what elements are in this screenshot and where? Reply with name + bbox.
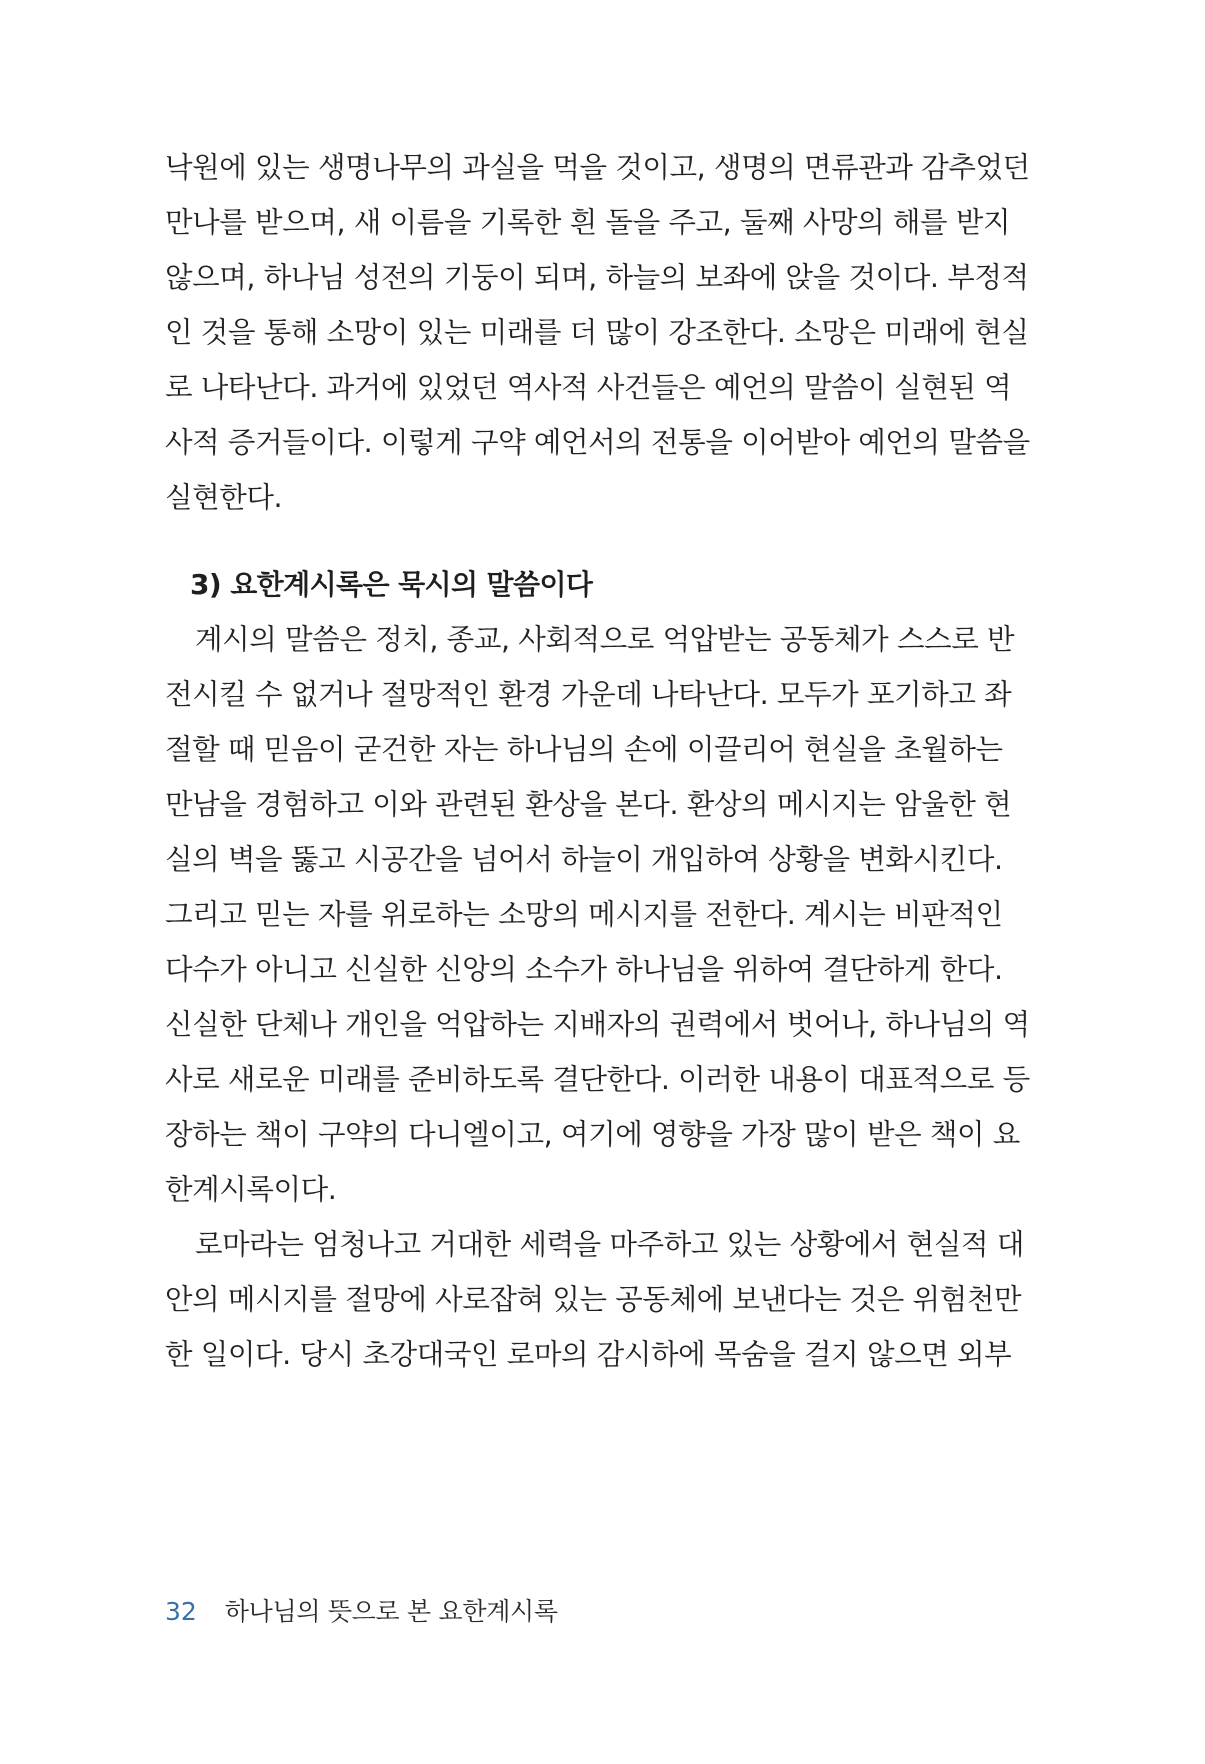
running-title: 하나님의 뜻으로 본 요한계시록 (224, 1597, 558, 1626)
paragraph-line: 낙원에 있는 생명나무의 과실을 먹을 것이고, 생명의 면류관과 감추었던 (165, 151, 1030, 184)
paragraph-line: 신실한 단체나 개인을 억압하는 지배자의 권력에서 벗어나, 하나님의 역 (165, 1008, 1030, 1041)
paragraph-line: 실현한다. (165, 481, 283, 514)
paragraph-line: 계시의 말씀은 정치, 종교, 사회적으로 억압받는 공동체가 스스로 반 (195, 623, 1015, 656)
paragraph-line: 사로 새로운 미래를 준비하도록 결단한다. 이러한 내용이 대표적으로 등 (165, 1063, 1030, 1096)
paragraph-line: 만나를 받으며, 새 이름을 기록한 흰 돌을 주고, 둘째 사망의 해를 받지 (165, 206, 1011, 239)
paragraph-line: 실의 벽을 뚫고 시공간을 넘어서 하늘이 개입하여 상황을 변화시킨다. (165, 843, 1003, 876)
paragraph-line: 장하는 책이 구약의 다니엘이고, 여기에 영향을 가장 많이 받은 책이 요 (165, 1118, 1020, 1151)
section-heading: 3) 요한계시록은 묵시의 말씀이다 (190, 568, 593, 601)
page-footer (165, 1592, 558, 1632)
paragraph-line: 사적 증거들이다. 이렇게 구약 예언서의 전통을 이어받아 예언의 말씀을 (165, 426, 1030, 459)
paragraph-line: 한계시록이다. (165, 1173, 337, 1206)
paragraph-line: 안의 메시지를 절망에 사로잡혀 있는 공동체에 보낸다는 것은 위험천만 (165, 1283, 1022, 1316)
page-number: 32 (165, 1597, 197, 1626)
paragraph-line: 로마라는 엄청나고 거대한 세력을 마주하고 있는 상황에서 현실적 대 (195, 1228, 1024, 1261)
paragraph-line: 인 것을 통해 소망이 있는 미래를 더 많이 강조한다. 소망은 미래에 현실 (165, 316, 1029, 349)
paragraph-line: 않으며, 하나님 성전의 기둥이 되며, 하늘의 보좌에 앉을 것이다. 부정적 (165, 261, 1029, 294)
paragraph-line: 절할 때 믿음이 굳건한 자는 하나님의 손에 이끌리어 현실을 초월하는 (165, 733, 1003, 766)
paragraph-line: 한 일이다. 당시 초강대국인 로마의 감시하에 목숨을 걸지 않으면 외부 (165, 1338, 1012, 1371)
paragraph-line: 로 나타난다. 과거에 있었던 역사적 사건들은 예언의 말씀이 실현된 역 (165, 371, 1012, 404)
paragraph-line: 다수가 아니고 신실한 신앙의 소수가 하나님을 위하여 결단하게 한다. (165, 953, 1003, 986)
paragraph-line: 그리고 믿는 자를 위로하는 소망의 메시지를 전한다. 계시는 비판적인 (165, 898, 1003, 931)
paragraph-line: 전시킬 수 없거나 절망적인 환경 가운데 나타난다. 모두가 포기하고 좌 (165, 678, 1012, 711)
paragraph-line: 만남을 경험하고 이와 관련된 환상을 본다. 환상의 메시지는 암울한 현 (165, 788, 1012, 821)
